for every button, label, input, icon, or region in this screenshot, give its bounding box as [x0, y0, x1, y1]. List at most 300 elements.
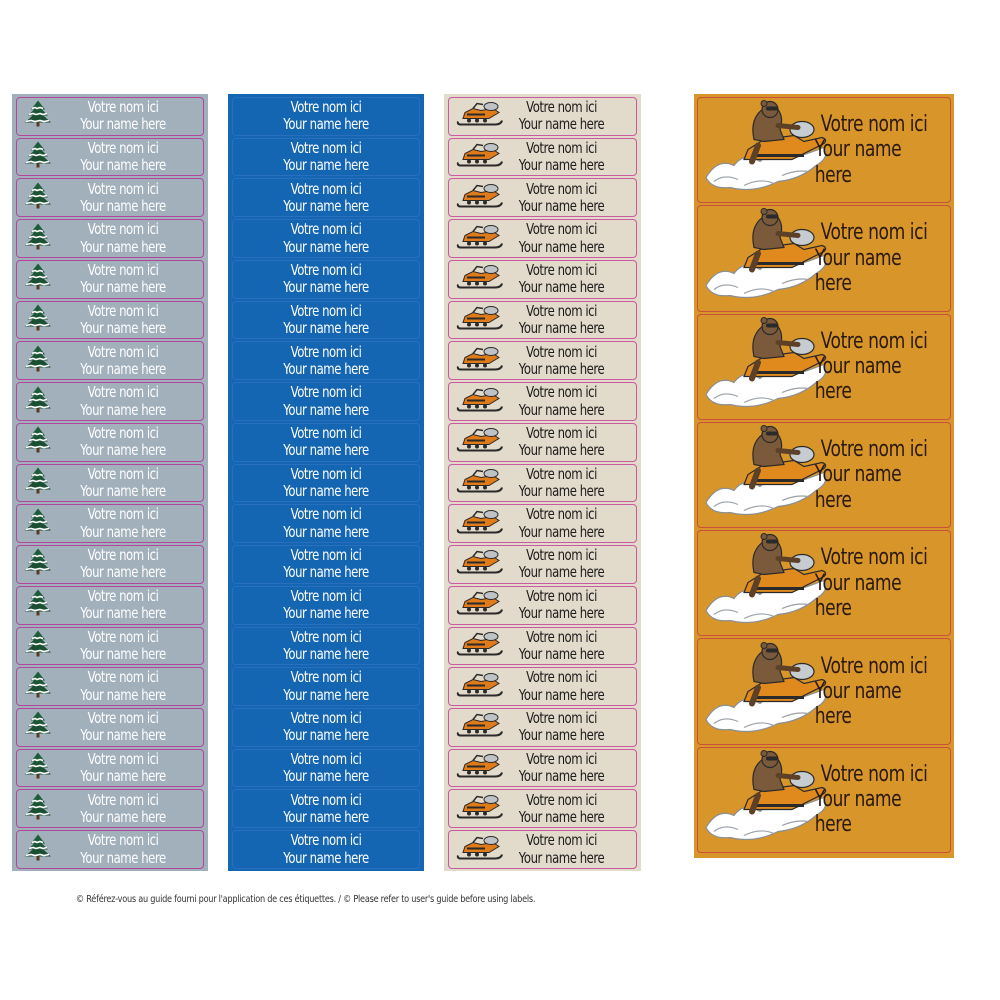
- label-line-english: Your name here: [518, 196, 605, 215]
- label-line-french: Votre nom ici: [290, 138, 362, 157]
- label-line-french: Votre nom ici: [87, 546, 159, 565]
- label-line-french: Votre nom ici: [526, 668, 597, 687]
- label-text: [253, 588, 398, 623]
- label-line-english: Your name here: [80, 726, 166, 745]
- snowmobile-icon: [455, 101, 505, 132]
- name-label: [448, 464, 637, 503]
- name-label: [448, 260, 637, 299]
- label-line-french: Votre nom ici: [290, 179, 362, 198]
- label-line-english: Your name here: [814, 570, 902, 621]
- name-label: [232, 504, 420, 543]
- label-line-english: Your name here: [518, 522, 605, 541]
- label-line-english: Your name here: [80, 237, 166, 256]
- name-label: [232, 830, 420, 869]
- label-line-english: Your name here: [518, 400, 605, 419]
- name-label: [16, 749, 204, 788]
- label-text: [61, 710, 186, 745]
- label-line-french: Votre nom ici: [290, 749, 362, 768]
- label-text: [253, 466, 398, 501]
- snowy-pine-tree-icon: [23, 507, 53, 540]
- label-line-french: Votre nom ici: [87, 179, 159, 198]
- name-label: [232, 138, 420, 177]
- label-line-french: Votre nom ici: [87, 261, 159, 280]
- label-line-english: Your name here: [80, 196, 166, 215]
- label-text: [815, 437, 934, 513]
- snowmobile-icon: [455, 142, 505, 173]
- name-label: [448, 708, 637, 747]
- snowy-pine-tree-icon: [23, 548, 53, 581]
- label-text: [253, 547, 398, 582]
- label-line-french: Votre nom ici: [87, 505, 159, 524]
- label-line-english: Your name here: [80, 156, 166, 175]
- name-label: [448, 423, 637, 462]
- name-label: [448, 586, 637, 625]
- label-text: [61, 588, 186, 623]
- label-text: [61, 751, 186, 786]
- snowy-pine-tree-icon: [23, 222, 53, 255]
- label-text: [253, 344, 398, 379]
- label-line-french: Votre nom ici: [87, 98, 159, 117]
- label-line-french: Votre nom ici: [87, 423, 159, 442]
- name-label: [232, 789, 420, 828]
- name-label: [697, 314, 951, 420]
- label-text: [253, 140, 398, 175]
- usage-notice: © Référez-vous au guide fourni pour l'application de ces étiquettes. / © Please refer to user's guide before using labels.: [76, 894, 536, 905]
- snowy-pine-tree-icon: [23, 833, 53, 866]
- name-label: [448, 301, 637, 340]
- snowmobile-icon: [455, 427, 505, 458]
- label-line-french: Votre nom ici: [526, 831, 597, 850]
- name-label: [232, 627, 420, 666]
- label-text: [61, 99, 186, 134]
- label-line-english: Your name here: [80, 767, 166, 786]
- label-line-french: Votre nom ici: [526, 627, 597, 646]
- label-line-french: Votre nom ici: [820, 437, 928, 463]
- label-text: [503, 506, 619, 541]
- label-line-french: Votre nom ici: [87, 383, 159, 402]
- name-label: [448, 504, 637, 543]
- label-text: [253, 792, 398, 827]
- name-label: [697, 97, 951, 203]
- label-line-english: Your name here: [518, 359, 605, 378]
- label-line-english: Your name here: [518, 767, 605, 786]
- label-line-english: Your name here: [518, 278, 605, 297]
- name-label: [16, 301, 204, 340]
- snowmobile-icon: [455, 753, 505, 784]
- label-text: [61, 466, 186, 501]
- label-line-french: Votre nom ici: [87, 138, 159, 157]
- label-line-french: Votre nom ici: [290, 261, 362, 280]
- snowy-pine-tree-icon: [23, 181, 53, 214]
- name-label: [16, 667, 204, 706]
- label-line-english: Your name here: [283, 359, 369, 378]
- label-text: [253, 384, 398, 419]
- label-line-english: Your name here: [283, 685, 369, 704]
- label-text: [503, 547, 619, 582]
- label-line-english: Your name here: [283, 481, 369, 500]
- label-line-english: Your name here: [814, 678, 902, 730]
- label-line-french: Votre nom ici: [87, 668, 159, 687]
- label-sheet-blue: [228, 94, 424, 871]
- label-line-english: Your name here: [518, 156, 605, 175]
- name-label: [697, 205, 951, 311]
- label-text: [503, 140, 619, 175]
- label-column: [16, 97, 204, 869]
- label-line-english: Your name here: [283, 400, 369, 419]
- name-label: [232, 423, 420, 462]
- name-label: [16, 464, 204, 503]
- label-text: [61, 629, 186, 664]
- label-line-french: Votre nom ici: [526, 261, 597, 280]
- label-line-french: Votre nom ici: [87, 627, 159, 646]
- name-label: [16, 260, 204, 299]
- label-text: [815, 545, 934, 621]
- label-text: [61, 792, 186, 827]
- label-text: [815, 112, 934, 188]
- label-text: [503, 181, 619, 216]
- name-label: [16, 830, 204, 869]
- label-line-english: Your name here: [80, 400, 166, 419]
- name-label: [232, 382, 420, 421]
- snowmobile-icon: [455, 508, 505, 539]
- snowmobile-icon: [455, 264, 505, 295]
- label-line-english: Your name here: [283, 196, 369, 215]
- snowy-pine-tree-icon: [23, 711, 53, 744]
- label-text: [815, 654, 934, 730]
- label-text: [503, 384, 619, 419]
- label-line-french: Votre nom ici: [526, 464, 597, 483]
- label-sheet-snowmobile: [444, 94, 641, 871]
- name-label: [16, 219, 204, 258]
- label-text: [61, 547, 186, 582]
- label-line-french: Votre nom ici: [290, 505, 362, 524]
- name-label: [697, 747, 951, 853]
- label-line-english: Your name here: [518, 807, 605, 826]
- label-text: [253, 262, 398, 297]
- snowy-pine-tree-icon: [23, 304, 53, 337]
- snowy-pine-tree-icon: [23, 100, 53, 133]
- label-text: [815, 329, 934, 405]
- label-line-english: Your name here: [814, 462, 902, 513]
- label-text: [503, 466, 619, 501]
- snowy-pine-tree-icon: [23, 752, 53, 785]
- label-line-english: Your name here: [814, 137, 902, 188]
- label-line-french: Votre nom ici: [290, 98, 362, 117]
- label-sheet-bear-snowmobile: [694, 94, 954, 858]
- label-line-french: Votre nom ici: [526, 301, 597, 320]
- label-text: [503, 262, 619, 297]
- label-line-english: Your name here: [518, 115, 605, 134]
- label-line-french: Votre nom ici: [526, 138, 597, 157]
- name-label: [232, 545, 420, 584]
- snowmobile-icon: [455, 549, 505, 580]
- label-line-english: Your name here: [80, 604, 166, 623]
- snowmobile-icon: [455, 793, 505, 824]
- label-text: [61, 221, 186, 256]
- label-line-english: Your name here: [283, 767, 369, 786]
- label-text: [253, 506, 398, 541]
- snowy-pine-tree-icon: [23, 792, 53, 825]
- label-text: [503, 710, 619, 745]
- label-text: [503, 751, 619, 786]
- label-text: [503, 629, 619, 664]
- label-line-english: Your name here: [80, 522, 166, 541]
- label-line-english: Your name here: [283, 726, 369, 745]
- label-line-french: Votre nom ici: [526, 98, 597, 117]
- name-label: [232, 301, 420, 340]
- label-line-english: Your name here: [518, 726, 605, 745]
- name-label: [16, 138, 204, 177]
- name-label: [448, 178, 637, 217]
- name-label: [697, 638, 951, 744]
- label-text: [61, 140, 186, 175]
- snowy-pine-tree-icon: [23, 466, 53, 499]
- snowy-pine-tree-icon: [23, 670, 53, 703]
- snowy-pine-tree-icon: [23, 589, 53, 622]
- name-label: [232, 586, 420, 625]
- label-text: [253, 710, 398, 745]
- label-line-english: Your name here: [518, 644, 605, 663]
- label-line-english: Your name here: [283, 156, 369, 175]
- label-line-french: Votre nom ici: [820, 328, 928, 354]
- label-line-french: Votre nom ici: [526, 342, 597, 361]
- label-line-french: Votre nom ici: [87, 831, 159, 850]
- label-line-french: Votre nom ici: [526, 505, 597, 524]
- name-label: [232, 219, 420, 258]
- label-text: [253, 832, 398, 867]
- label-line-english: Your name here: [283, 807, 369, 826]
- snowy-pine-tree-icon: [23, 426, 53, 459]
- label-line-english: Your name here: [283, 644, 369, 663]
- snowmobile-icon: [455, 305, 505, 336]
- label-column: [232, 97, 420, 869]
- name-label: [16, 423, 204, 462]
- label-line-french: Votre nom ici: [290, 668, 362, 687]
- snowmobile-icon: [455, 223, 505, 254]
- label-text: [61, 344, 186, 379]
- name-label: [448, 341, 637, 380]
- label-text: [253, 221, 398, 256]
- label-line-french: Votre nom ici: [820, 653, 928, 679]
- name-label: [232, 708, 420, 747]
- label-text: [253, 751, 398, 786]
- label-line-english: Your name here: [518, 481, 605, 500]
- label-text: [503, 425, 619, 460]
- snowmobile-icon: [455, 182, 505, 213]
- name-label: [448, 789, 637, 828]
- label-text: [253, 425, 398, 460]
- label-text: [253, 303, 398, 338]
- label-text: [503, 669, 619, 704]
- label-text: [815, 762, 934, 838]
- name-label: [697, 530, 951, 636]
- name-label: [448, 830, 637, 869]
- snowy-pine-tree-icon: [23, 385, 53, 418]
- label-line-english: Your name here: [80, 115, 166, 134]
- name-label: [448, 97, 637, 136]
- name-label: [448, 667, 637, 706]
- snowmobile-icon: [455, 630, 505, 661]
- name-label: [232, 464, 420, 503]
- snowmobile-icon: [455, 712, 505, 743]
- label-line-english: Your name here: [814, 245, 902, 297]
- snowmobile-icon: [455, 834, 505, 865]
- name-label: [16, 789, 204, 828]
- label-text: [815, 220, 934, 296]
- snowmobile-icon: [455, 671, 505, 702]
- label-text: [253, 629, 398, 664]
- label-text: [503, 221, 619, 256]
- label-line-english: Your name here: [283, 522, 369, 541]
- name-label: [448, 382, 637, 421]
- label-line-french: Votre nom ici: [87, 301, 159, 320]
- name-label: [448, 138, 637, 177]
- name-label: [16, 586, 204, 625]
- name-label: [16, 627, 204, 666]
- label-line-french: Votre nom ici: [526, 383, 597, 402]
- label-text: [503, 588, 619, 623]
- name-label: [16, 382, 204, 421]
- label-line-french: Votre nom ici: [87, 709, 159, 728]
- label-line-french: Votre nom ici: [526, 179, 597, 198]
- label-line-english: Your name here: [80, 563, 166, 582]
- label-line-french: Votre nom ici: [290, 831, 362, 850]
- label-line-english: Your name here: [518, 441, 605, 460]
- label-line-french: Votre nom ici: [290, 709, 362, 728]
- label-line-french: Votre nom ici: [87, 464, 159, 483]
- label-line-english: Your name here: [80, 278, 166, 297]
- name-label: [232, 667, 420, 706]
- label-line-english: Your name here: [518, 563, 605, 582]
- label-text: [253, 669, 398, 704]
- label-line-english: Your name here: [80, 481, 166, 500]
- label-line-english: Your name here: [80, 359, 166, 378]
- label-text: [253, 181, 398, 216]
- snowmobile-icon: [455, 590, 505, 621]
- label-text: [61, 506, 186, 541]
- label-line-english: Your name here: [283, 563, 369, 582]
- label-line-french: Votre nom ici: [87, 586, 159, 605]
- name-label: [16, 504, 204, 543]
- snowmobile-icon: [455, 386, 505, 417]
- name-label: [448, 219, 637, 258]
- label-text: [503, 792, 619, 827]
- label-text: [503, 832, 619, 867]
- snowy-pine-tree-icon: [23, 629, 53, 662]
- label-line-french: Votre nom ici: [290, 423, 362, 442]
- label-line-english: Your name here: [518, 319, 605, 338]
- name-label: [232, 97, 420, 136]
- label-sheet-snowy-tree: [12, 94, 208, 871]
- label-text: [61, 669, 186, 704]
- label-text: [503, 303, 619, 338]
- label-text: [61, 425, 186, 460]
- name-label: [232, 749, 420, 788]
- label-line-french: Votre nom ici: [290, 464, 362, 483]
- name-label: [16, 708, 204, 747]
- label-line-english: Your name here: [80, 319, 166, 338]
- label-line-english: Your name here: [283, 278, 369, 297]
- label-line-french: Votre nom ici: [290, 342, 362, 361]
- label-line-french: Votre nom ici: [290, 790, 362, 809]
- label-text: [61, 181, 186, 216]
- name-label: [16, 178, 204, 217]
- label-line-french: Votre nom ici: [87, 342, 159, 361]
- label-line-french: Votre nom ici: [820, 545, 928, 571]
- label-line-french: Votre nom ici: [290, 586, 362, 605]
- name-label: [232, 260, 420, 299]
- snowy-pine-tree-icon: [23, 141, 53, 174]
- label-line-french: Votre nom ici: [526, 790, 597, 809]
- snowmobile-icon: [455, 467, 505, 498]
- label-line-english: Your name here: [283, 115, 369, 134]
- label-text: [253, 99, 398, 134]
- label-line-english: Your name here: [283, 319, 369, 338]
- label-line-english: Your name here: [518, 685, 605, 704]
- label-line-french: Votre nom ici: [290, 627, 362, 646]
- label-line-english: Your name here: [80, 644, 166, 663]
- label-line-english: Your name here: [80, 685, 166, 704]
- label-line-french: Votre nom ici: [820, 112, 928, 138]
- name-label: [16, 341, 204, 380]
- label-line-french: Votre nom ici: [87, 749, 159, 768]
- label-line-french: Votre nom ici: [526, 586, 597, 605]
- label-line-french: Votre nom ici: [820, 761, 928, 787]
- label-line-english: Your name here: [283, 604, 369, 623]
- label-line-english: Your name here: [80, 848, 166, 867]
- label-text: [61, 832, 186, 867]
- name-label: [448, 545, 637, 584]
- label-line-french: Votre nom ici: [526, 749, 597, 768]
- name-label: [232, 341, 420, 380]
- label-line-french: Votre nom ici: [526, 423, 597, 442]
- label-line-english: Your name here: [814, 787, 902, 838]
- label-line-english: Your name here: [283, 848, 369, 867]
- label-text: [503, 344, 619, 379]
- label-line-french: Votre nom ici: [290, 301, 362, 320]
- label-line-english: Your name here: [80, 807, 166, 826]
- label-line-english: Your name here: [518, 604, 605, 623]
- label-line-french: Votre nom ici: [290, 546, 362, 565]
- label-line-french: Votre nom ici: [526, 546, 597, 565]
- name-label: [16, 545, 204, 584]
- label-line-english: Your name here: [283, 441, 369, 460]
- label-line-french: Votre nom ici: [820, 220, 928, 246]
- name-label: [448, 749, 637, 788]
- name-label: [232, 178, 420, 217]
- label-line-french: Votre nom ici: [526, 220, 597, 239]
- snowy-pine-tree-icon: [23, 344, 53, 377]
- label-line-french: Votre nom ici: [290, 220, 362, 239]
- label-line-english: Your name here: [814, 354, 902, 405]
- label-column: [448, 97, 637, 869]
- name-label: [448, 627, 637, 666]
- label-text: [503, 99, 619, 134]
- label-text: [61, 262, 186, 297]
- label-line-english: Your name here: [518, 237, 605, 256]
- label-line-english: Your name here: [283, 237, 369, 256]
- label-line-french: Votre nom ici: [526, 709, 597, 728]
- snowmobile-icon: [455, 345, 505, 376]
- name-label: [16, 97, 204, 136]
- label-line-french: Votre nom ici: [290, 383, 362, 402]
- label-line-english: Your name here: [80, 441, 166, 460]
- label-line-french: Votre nom ici: [87, 790, 159, 809]
- label-text: [61, 303, 186, 338]
- label-text: [61, 384, 186, 419]
- label-column: [697, 97, 951, 855]
- label-line-french: Votre nom ici: [87, 220, 159, 239]
